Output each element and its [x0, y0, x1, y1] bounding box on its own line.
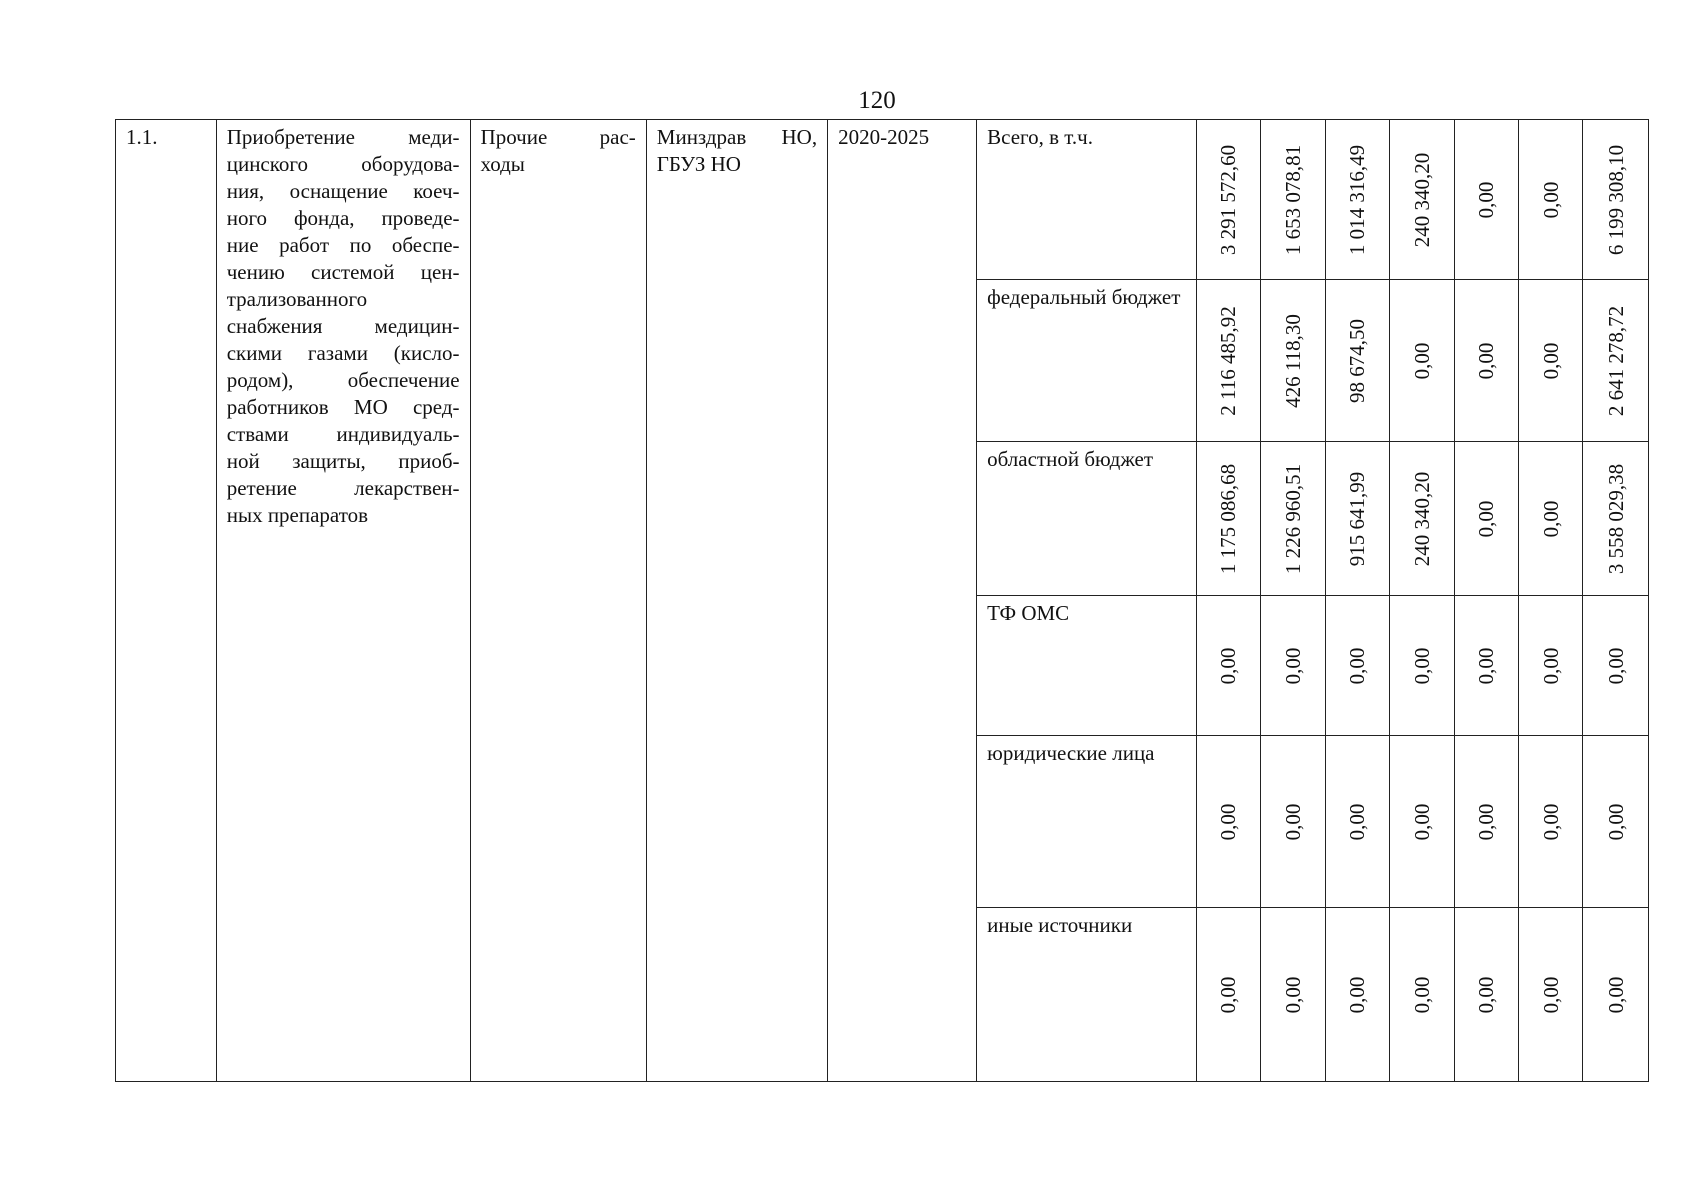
value: 0,00 — [1345, 647, 1370, 684]
value: 0,00 — [1280, 803, 1305, 840]
value: 0,00 — [1409, 647, 1434, 684]
budget-table — [115, 119, 1649, 1082]
value: 0,00 — [1538, 500, 1563, 537]
value-cell — [1325, 596, 1389, 736]
value-cell — [1583, 120, 1649, 280]
source-label-cell — [977, 442, 1197, 596]
value-cell — [1518, 120, 1582, 280]
description-line: снабжения медицин- — [226, 314, 460, 338]
value: 0,00 — [1280, 647, 1305, 684]
value: 0,00 — [1216, 803, 1241, 840]
source-label: ТФ ОМС — [987, 601, 1070, 625]
value-cell — [1196, 280, 1260, 442]
value: 0,00 — [1538, 647, 1563, 684]
value: 426 118,30 — [1280, 313, 1305, 408]
description-line: цинского оборудова- — [226, 152, 460, 176]
value: 0,00 — [1474, 976, 1499, 1013]
value-cell — [1325, 442, 1389, 596]
value: 0,00 — [1474, 803, 1499, 840]
value: 0,00 — [1538, 181, 1563, 218]
value: 6 199 308,10 — [1603, 144, 1628, 255]
value: 3 558 029,38 — [1603, 463, 1628, 574]
value: 1 014 316,49 — [1345, 144, 1370, 255]
executor-line: ГБУЗ НО — [656, 152, 741, 176]
value: 1 226 960,51 — [1280, 463, 1305, 574]
value-cell — [1390, 442, 1454, 596]
value-cell — [1518, 596, 1582, 736]
value-cell — [1454, 120, 1518, 280]
source-label: федеральный бюджет — [987, 285, 1181, 309]
value-cell — [1583, 736, 1649, 908]
value: 1 653 078,81 — [1280, 144, 1305, 255]
row-number-cell — [116, 120, 217, 1082]
source-label-cell — [977, 120, 1197, 280]
value: 2 116 485,92 — [1216, 305, 1241, 416]
value-cell — [1390, 280, 1454, 442]
source-label-cell — [977, 908, 1197, 1082]
value: 0,00 — [1538, 803, 1563, 840]
value-cell — [1196, 908, 1260, 1082]
description-line: родом), обеспечение — [226, 368, 460, 392]
value-cell — [1583, 908, 1649, 1082]
source-label-cell — [977, 280, 1197, 442]
value-cell — [1518, 908, 1582, 1082]
description-line: Приобретение меди- — [226, 125, 460, 149]
value-cell — [1196, 442, 1260, 596]
value: 0,00 — [1474, 181, 1499, 218]
value: 0,00 — [1280, 976, 1305, 1013]
value-cell — [1518, 280, 1582, 442]
value: 0,00 — [1345, 976, 1370, 1013]
description-line: трализованного — [226, 287, 368, 311]
value: 240 340,20 — [1409, 471, 1434, 566]
value: 0,00 — [1474, 647, 1499, 684]
value-cell — [1196, 736, 1260, 908]
value-cell — [1454, 736, 1518, 908]
value: 0,00 — [1603, 976, 1628, 1013]
value-cell — [1454, 280, 1518, 442]
expense-type-line: Прочие рас- — [480, 125, 636, 149]
value: 0,00 — [1538, 976, 1563, 1013]
source-label: юридические лица — [987, 741, 1155, 765]
value-cell — [1261, 736, 1325, 908]
description-line: ретение лекарствен- — [226, 476, 460, 500]
value-cell — [1454, 442, 1518, 596]
value-cell — [1196, 120, 1260, 280]
value: 3 291 572,60 — [1216, 144, 1241, 255]
table-row — [116, 120, 1649, 280]
executor-line: Минздрав НО, — [656, 125, 818, 149]
value-cell — [1325, 280, 1389, 442]
source-label: иные источники — [987, 913, 1133, 937]
source-label-cell — [977, 596, 1197, 736]
value-cell — [1261, 596, 1325, 736]
value: 0,00 — [1538, 342, 1563, 379]
executor-cell — [646, 120, 827, 1082]
value-cell — [1583, 280, 1649, 442]
description-line: ного фонда, проведе- — [226, 206, 460, 230]
value: 0,00 — [1216, 976, 1241, 1013]
value: 2 641 278,72 — [1603, 305, 1628, 416]
value-cell — [1583, 596, 1649, 736]
value-cell — [1325, 908, 1389, 1082]
value: 0,00 — [1216, 647, 1241, 684]
description-line: чению системой цен- — [226, 260, 460, 284]
description-cell — [216, 120, 470, 1082]
value-cell — [1261, 442, 1325, 596]
value: 0,00 — [1409, 803, 1434, 840]
source-label-cell — [977, 736, 1197, 908]
description-line: скими газами (кисло- — [226, 341, 460, 365]
value-cell — [1261, 908, 1325, 1082]
period-cell — [828, 120, 977, 1082]
value-cell — [1518, 442, 1582, 596]
description-line: ние работ по обеспе- — [226, 233, 460, 257]
value-cell — [1518, 736, 1582, 908]
description-line: работников МО сред- — [226, 395, 460, 419]
source-label: Всего, в т.ч. — [987, 125, 1093, 149]
value-cell — [1583, 442, 1649, 596]
period: 2020-2025 — [838, 125, 930, 149]
description-line: ствами индивидуаль- — [226, 422, 460, 446]
value-cell — [1454, 596, 1518, 736]
value-cell — [1390, 908, 1454, 1082]
value: 0,00 — [1603, 647, 1628, 684]
value: 915 641,99 — [1345, 471, 1370, 566]
value-cell — [1390, 736, 1454, 908]
value: 240 340,20 — [1409, 152, 1434, 247]
value: 0,00 — [1474, 500, 1499, 537]
value-cell — [1261, 120, 1325, 280]
value: 0,00 — [1409, 342, 1434, 379]
expense-type-line: ходы — [480, 152, 525, 176]
value-cell — [1196, 596, 1260, 736]
value-cell — [1390, 596, 1454, 736]
value-cell — [1325, 736, 1389, 908]
value: 1 175 086,68 — [1216, 463, 1241, 574]
page-number: 120 — [858, 87, 896, 114]
row-number: 1.1. — [126, 125, 158, 149]
description-line: ных препаратов — [226, 503, 369, 527]
value: 0,00 — [1345, 803, 1370, 840]
value: 0,00 — [1603, 803, 1628, 840]
value: 0,00 — [1409, 976, 1434, 1013]
value-cell — [1454, 908, 1518, 1082]
value-cell — [1325, 120, 1389, 280]
expense-type-cell — [470, 120, 646, 1082]
description-line: ной защиты, приоб- — [226, 449, 460, 473]
value: 98 674,50 — [1345, 318, 1370, 403]
value: 0,00 — [1474, 342, 1499, 379]
value-cell — [1261, 280, 1325, 442]
value-cell — [1390, 120, 1454, 280]
description-line: ния, оснащение коеч- — [226, 179, 460, 203]
source-label: областной бюджет — [987, 447, 1154, 471]
